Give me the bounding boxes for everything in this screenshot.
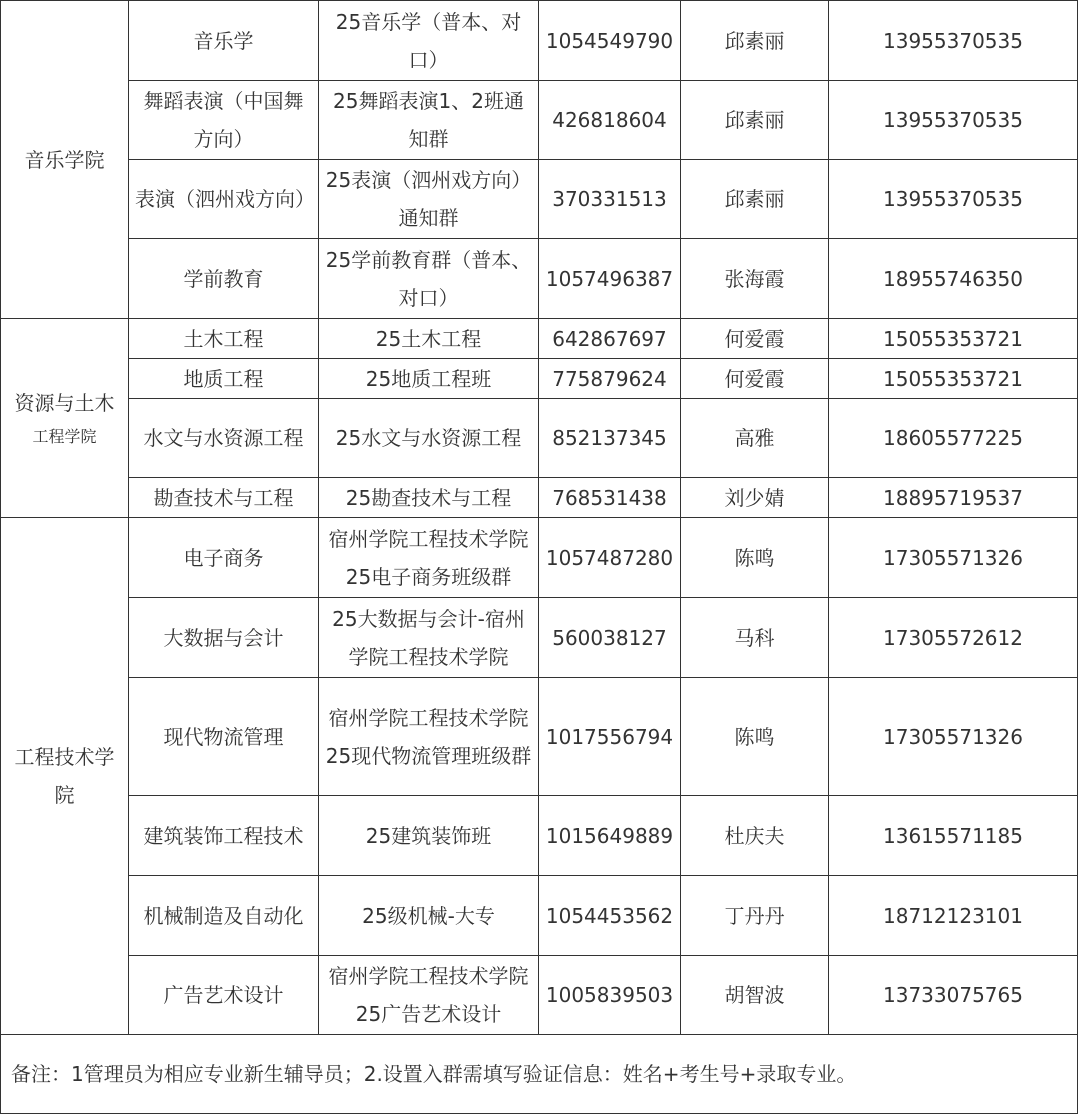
group-cell: 25舞蹈表演1、2班通知群 [319, 81, 539, 160]
group-cell: 25音乐学（普本、对口） [319, 1, 539, 81]
admin-cell: 马科 [681, 598, 829, 678]
qq-cell: 426818604 [539, 81, 681, 160]
table-row [1, 319, 1078, 359]
college-name-line: 工程学院 [32, 427, 97, 446]
table-row [1, 796, 1078, 876]
phone-cell: 17305572612 [829, 598, 1078, 678]
table-row [1, 518, 1078, 598]
admin-cell: 何爱霞 [681, 359, 829, 399]
table-row [1, 678, 1078, 796]
qq-cell: 1054453562 [539, 876, 681, 956]
admin-cell: 陈鸣 [681, 678, 829, 796]
qq-cell: 642867697 [539, 319, 681, 359]
group-cell: 25建筑装饰班 [319, 796, 539, 876]
table-row [1, 399, 1078, 478]
major-cell: 广告艺术设计 [129, 956, 319, 1035]
qq-cell: 560038127 [539, 598, 681, 678]
table-row [1, 876, 1078, 956]
qq-cell: 1057487280 [539, 518, 681, 598]
major-cell: 学前教育 [129, 239, 319, 319]
table-row [1, 956, 1078, 1035]
major-cell: 建筑装饰工程技术 [129, 796, 319, 876]
phone-cell: 13955370535 [829, 81, 1078, 160]
major-cell: 土木工程 [129, 319, 319, 359]
major-cell: 勘查技术与工程 [129, 478, 319, 518]
admin-cell: 杜庆夫 [681, 796, 829, 876]
college-cell: 工程技术学院 [1, 518, 129, 1035]
group-cell: 25土木工程 [319, 319, 539, 359]
group-cell: 25学前教育群（普本、对口） [319, 239, 539, 319]
group-cell: 宿州学院工程技术学院25电子商务班级群 [319, 518, 539, 598]
qq-cell: 1015649889 [539, 796, 681, 876]
major-cell: 舞蹈表演（中国舞方向） [129, 81, 319, 160]
college-cell: 音乐学院 [1, 1, 129, 319]
phone-cell: 18955746350 [829, 239, 1078, 319]
admin-cell: 邱素丽 [681, 81, 829, 160]
admin-cell: 刘少婧 [681, 478, 829, 518]
qq-cell: 1057496387 [539, 239, 681, 319]
phone-cell: 15055353721 [829, 319, 1078, 359]
qq-cell: 1017556794 [539, 678, 681, 796]
major-cell: 音乐学 [129, 1, 319, 81]
phone-cell: 13615571185 [829, 796, 1078, 876]
group-cell: 宿州学院工程技术学院25广告艺术设计 [319, 956, 539, 1035]
college-cell [1, 319, 129, 518]
table-row [1, 239, 1078, 319]
admin-cell: 丁丹丹 [681, 876, 829, 956]
major-cell: 地质工程 [129, 359, 319, 399]
college-name-line: 资源与土木 [14, 391, 115, 415]
phone-cell: 18605577225 [829, 399, 1078, 478]
table-row [1, 478, 1078, 518]
qq-cell: 852137345 [539, 399, 681, 478]
table-row [1, 1, 1078, 81]
group-cell: 宿州学院工程技术学院25现代物流管理班级群 [319, 678, 539, 796]
admin-cell: 高雅 [681, 399, 829, 478]
phone-cell: 17305571326 [829, 678, 1078, 796]
table-row [1, 598, 1078, 678]
table-row [1, 160, 1078, 239]
major-cell: 水文与水资源工程 [129, 399, 319, 478]
major-cell: 现代物流管理 [129, 678, 319, 796]
phone-cell: 18712123101 [829, 876, 1078, 956]
group-cell: 25水文与水资源工程 [319, 399, 539, 478]
group-cell: 25大数据与会计-宿州学院工程技术学院 [319, 598, 539, 678]
group-cell: 25表演（泗州戏方向）通知群 [319, 160, 539, 239]
qq-cell: 370331513 [539, 160, 681, 239]
note-row [1, 1035, 1078, 1114]
admin-cell: 邱素丽 [681, 160, 829, 239]
admin-cell: 陈鸣 [681, 518, 829, 598]
group-cell: 25勘查技术与工程 [319, 478, 539, 518]
phone-cell: 13955370535 [829, 160, 1078, 239]
phone-cell: 15055353721 [829, 359, 1078, 399]
qq-cell: 768531438 [539, 478, 681, 518]
qq-cell: 775879624 [539, 359, 681, 399]
major-cell: 机械制造及自动化 [129, 876, 319, 956]
table-row [1, 359, 1078, 399]
qq-cell: 1005839503 [539, 956, 681, 1035]
table-row [1, 81, 1078, 160]
phone-cell: 13733075765 [829, 956, 1078, 1035]
group-cell: 25地质工程班 [319, 359, 539, 399]
admin-cell: 张海霞 [681, 239, 829, 319]
admin-cell: 胡智波 [681, 956, 829, 1035]
major-cell: 电子商务 [129, 518, 319, 598]
phone-cell: 18895719537 [829, 478, 1078, 518]
major-cell: 大数据与会计 [129, 598, 319, 678]
phone-cell: 17305571326 [829, 518, 1078, 598]
major-cell: 表演（泗州戏方向） [129, 160, 319, 239]
qq-cell: 1054549790 [539, 1, 681, 81]
admin-cell: 邱素丽 [681, 1, 829, 81]
group-cell: 25级机械-大专 [319, 876, 539, 956]
admin-cell: 何爱霞 [681, 319, 829, 359]
phone-cell: 13955370535 [829, 1, 1078, 81]
note-text: 备注：1管理员为相应专业新生辅导员；2.设置入群需填写验证信息：姓名+考生号+录取专业。 [1, 1035, 1078, 1114]
